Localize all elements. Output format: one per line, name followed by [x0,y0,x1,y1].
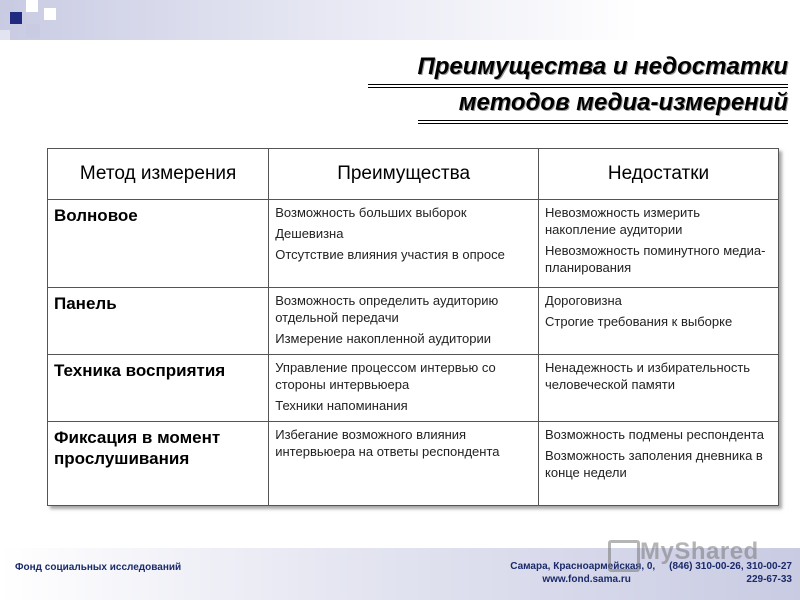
title-line-2: методов медиа-измерений [458,89,788,116]
disadvantage-item: Возможность заполения дневника в конце недели [545,448,763,480]
disadvantage-item: Дороговизна [545,293,622,308]
advantage-item: Измерение накопленной аудитории [275,331,492,346]
footer-phone-2: 229-67-33 [746,574,792,585]
disadvantages-cell [539,422,779,506]
disadvantage-item: Невозможность измерить накопление аудитории [545,205,700,237]
advantage-item: Отсутствие влияния участия в опросе [275,247,505,262]
deco-square-3 [26,0,38,12]
table-row [48,422,779,506]
advantage-item: Управление процессом интервью со стороны интервьюера [275,360,496,392]
header-disadvantages: Недостатки [539,149,779,200]
table-row [48,200,779,288]
deco-square-2 [10,12,22,24]
footer-phones: (846) 310-00-26, 310-00-27 [669,561,792,572]
footer-organization: Фонд социальных исследований [15,562,182,573]
disadvantages-cell [539,288,779,355]
deco-square-6 [0,30,10,40]
advantages-cell [269,200,539,288]
disadvantage-item: Ненадежность и избирательность человеческой памяти [545,360,751,392]
deco-square-5 [44,8,56,20]
method-cell: Панель [48,288,269,355]
top-decorative-band [0,0,800,40]
advantage-item: Дешевизна [275,226,344,241]
disadvantage-item: Невозможность поминутного медиа-планирования [545,243,766,275]
title-rule-2b [418,123,788,124]
watermark-text: MyShared [640,538,759,565]
header-advantages: Преимущества [269,149,539,200]
disadvantage-item: Возможность подмены респондента [545,427,764,442]
method-cell: Волновое [48,200,269,288]
title-line-1: Преимущества и недостатки [417,53,788,80]
disadvantages-cell [539,355,779,422]
footer-address: Самара, Красноармейская, 0, [510,561,656,572]
header-row [48,149,779,200]
advantages-cell [269,355,539,422]
disadvantages-cell [539,200,779,288]
title-rule-2 [418,120,788,121]
watermark-icon [608,540,640,572]
advantage-item: Возможность определить аудиторию отдельной передачи [275,293,499,325]
slide-title [368,52,788,124]
method-cell: Техника восприятия [48,355,269,422]
table-row [48,355,779,422]
advantages-cell [269,422,539,506]
deco-square-4 [26,24,40,38]
footer-site: www.fond.sama.ru [542,574,631,585]
method-cell: Фиксация в момент прослушивания [48,422,269,506]
advantage-item: Избегание возможного влияния интервьюера на ответы респондента [275,427,500,459]
disadvantage-item: Строгие требования к выборке [545,314,733,329]
advantage-item: Техники напоминания [275,398,408,413]
header-method: Метод измерения [48,149,269,200]
table-row [48,288,779,355]
title-rule-1 [368,84,788,85]
advantages-cell [269,288,539,355]
methods-table [47,148,779,506]
advantage-item: Возможность больших выборок [275,205,467,220]
footer-contacts-line-2 [510,573,792,586]
